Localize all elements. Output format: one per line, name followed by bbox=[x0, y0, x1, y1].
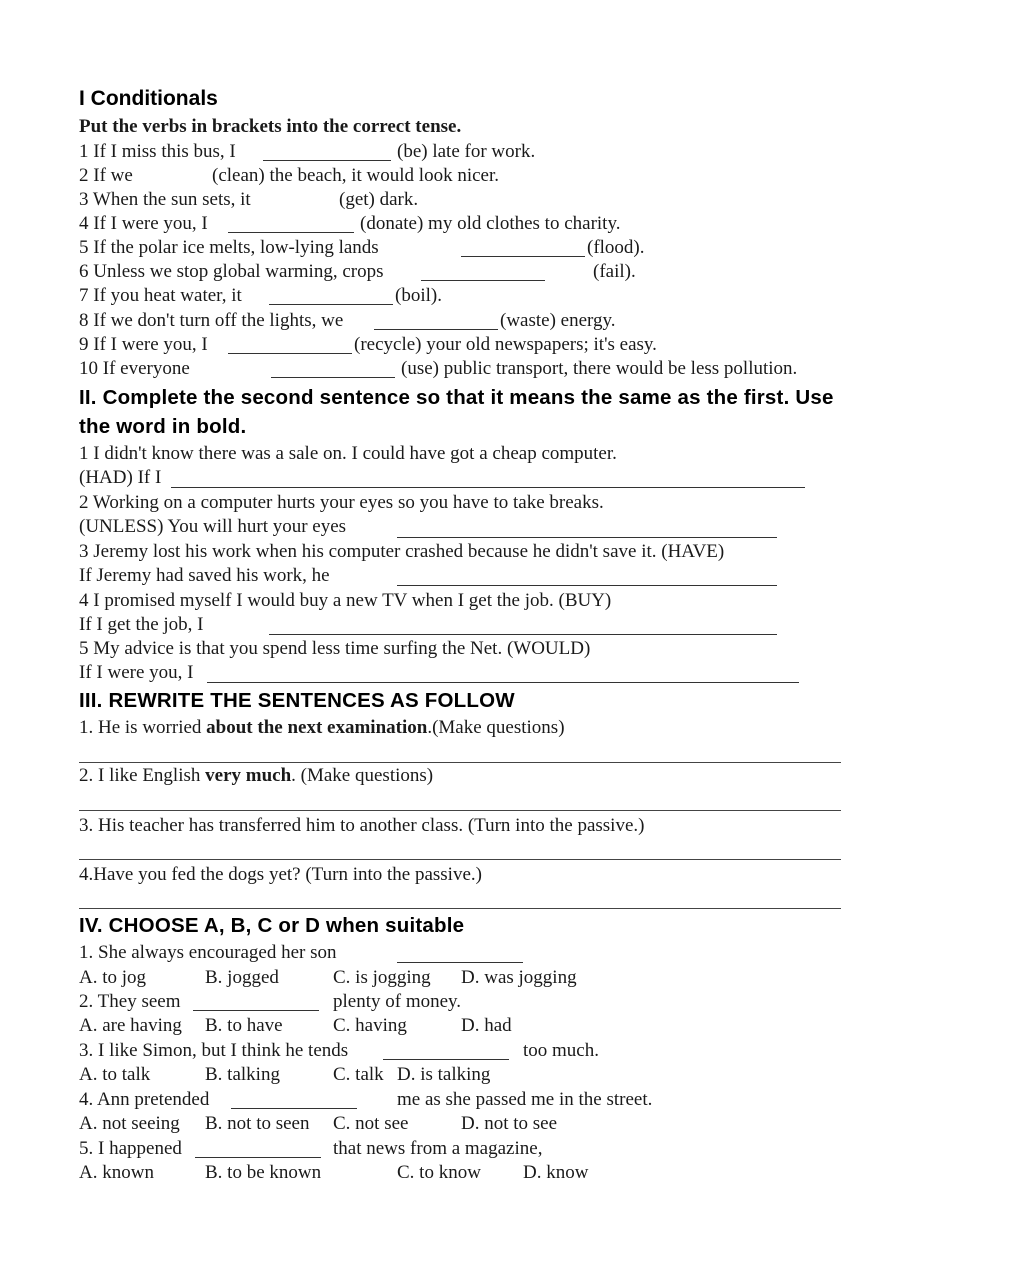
s4-q3-option-c[interactable]: C. talk bbox=[333, 1064, 384, 1085]
s3-item-2-pre: 2. I like English bbox=[79, 765, 206, 786]
s4-q5-text: 5. I happened bbox=[79, 1138, 182, 1159]
section-1-title: I Conditionals bbox=[79, 87, 218, 110]
s4-q3-option-a[interactable]: A. to talk bbox=[79, 1064, 151, 1085]
s4-q4-option-a[interactable]: A. not seeing bbox=[79, 1113, 180, 1134]
s3-item-3-answer-line[interactable] bbox=[79, 859, 841, 860]
s1-item-4-blank[interactable] bbox=[228, 232, 354, 233]
s4-q5-tail: that news from a magazine, bbox=[333, 1138, 543, 1159]
section-2-title-line-2: the word in bold. bbox=[79, 415, 247, 438]
s1-item-5-tail: (flood). bbox=[587, 237, 645, 258]
s3-item-4-answer-line[interactable] bbox=[79, 908, 841, 909]
s1-item-9-blank[interactable] bbox=[228, 353, 352, 354]
s4-q4-tail: me as she passed me in the street. bbox=[397, 1089, 653, 1110]
s2-item-2-question: 2 Working on a computer hurts your eyes so you have to take breaks. bbox=[79, 492, 604, 513]
s1-item-7-tail: (boil). bbox=[395, 285, 442, 306]
s1-item-9-text: 9 If I were you, I bbox=[79, 334, 208, 355]
s3-item-2-post: . (Make questions) bbox=[291, 765, 434, 786]
s3-item-1-pre: 1. He is worried bbox=[79, 717, 207, 738]
s4-q3-blank[interactable] bbox=[383, 1059, 509, 1060]
s2-item-4-answer-line[interactable] bbox=[269, 634, 777, 635]
s1-item-1-tail: (be) late for work. bbox=[397, 141, 536, 162]
section-3-title: III. REWRITE THE SENTENCES AS FOLLOW bbox=[79, 689, 515, 712]
s3-item-2-bold: very much bbox=[205, 765, 292, 786]
s1-item-2-tail: (clean) the beach, it would look nicer. bbox=[212, 165, 500, 186]
s3-item-2-answer-line[interactable] bbox=[79, 810, 841, 811]
s2-item-5-prompt: If I were you, I bbox=[79, 662, 194, 683]
s2-item-4-question: 4 I promised myself I would buy a new TV when I get the job. (BUY) bbox=[79, 590, 612, 611]
s3-item-1-answer-line[interactable] bbox=[79, 762, 841, 763]
s2-item-2-prompt: (UNLESS) You will hurt your eyes bbox=[79, 516, 347, 537]
s4-q2-option-a[interactable]: A. are having bbox=[79, 1015, 182, 1036]
s4-q5-option-b[interactable]: B. to be known bbox=[205, 1162, 322, 1183]
s1-item-4-tail: (donate) my old clothes to charity. bbox=[360, 213, 621, 234]
s1-item-5-blank[interactable] bbox=[461, 256, 585, 257]
s1-item-8-tail: (waste) energy. bbox=[500, 310, 616, 331]
s4-q4-text: 4. Ann pretended bbox=[79, 1089, 210, 1110]
s4-q2-option-d[interactable]: D. had bbox=[461, 1015, 512, 1036]
s1-item-2-text: 2 If we bbox=[79, 165, 133, 186]
s1-item-5-text: 5 If the polar ice melts, low-lying lands bbox=[79, 237, 379, 258]
s2-item-1-question: 1 I didn't know there was a sale on. I could have got a cheap computer. bbox=[79, 443, 617, 464]
s2-item-2-answer-line[interactable] bbox=[397, 537, 777, 538]
s2-item-5-question: 5 My advice is that you spend less time surfing the Net. (WOULD) bbox=[79, 638, 591, 659]
s1-item-9-tail: (recycle) your old newspapers; it's easy. bbox=[354, 334, 657, 355]
s2-item-1-answer-line[interactable] bbox=[171, 487, 805, 488]
s4-q2-option-c[interactable]: C. having bbox=[333, 1015, 407, 1036]
s4-q5-option-d[interactable]: D. know bbox=[523, 1162, 589, 1183]
s4-q4-option-b[interactable]: B. not to seen bbox=[205, 1113, 310, 1134]
s1-item-6-tail: (fail). bbox=[593, 261, 636, 282]
s1-item-8-text: 8 If we don't turn off the lights, we bbox=[79, 310, 344, 331]
s1-item-1-blank[interactable] bbox=[263, 160, 391, 161]
s2-item-3-question: 3 Jeremy lost his work when his computer crashed because he didn't save it. (HAVE) bbox=[79, 541, 725, 562]
s3-item-1-post: .(Make questions) bbox=[427, 717, 565, 738]
s3-item-2-text bbox=[79, 765, 433, 787]
s4-q3-text: 3. I like Simon, but I think he tends bbox=[79, 1040, 349, 1061]
s1-item-10-blank[interactable] bbox=[271, 377, 395, 378]
s4-q1-option-d[interactable]: D. was jogging bbox=[461, 967, 577, 988]
s4-q2-option-b[interactable]: B. to have bbox=[205, 1015, 283, 1036]
s4-q2-text: 2. They seem bbox=[79, 991, 181, 1012]
s4-q2-tail: plenty of money. bbox=[333, 991, 462, 1012]
s4-q3-option-d[interactable]: D. is talking bbox=[397, 1064, 491, 1085]
s1-item-7-blank[interactable] bbox=[269, 304, 393, 305]
s4-q4-option-c[interactable]: C. not see bbox=[333, 1113, 409, 1134]
s4-q4-blank[interactable] bbox=[231, 1108, 357, 1109]
s4-q5-option-a[interactable]: A. known bbox=[79, 1162, 154, 1183]
s4-q1-option-c[interactable]: C. is jogging bbox=[333, 967, 431, 988]
s4-q3-option-b[interactable]: B. talking bbox=[205, 1064, 280, 1085]
s2-item-3-prompt: If Jeremy had saved his work, he bbox=[79, 565, 330, 586]
s4-q5-blank[interactable] bbox=[195, 1157, 321, 1158]
section-1-instruction: Put the verbs in brackets into the correct tense. bbox=[79, 116, 462, 137]
s1-item-7-text: 7 If you heat water, it bbox=[79, 285, 242, 306]
s4-q5-option-c[interactable]: C. to know bbox=[397, 1162, 481, 1183]
s4-q1-blank[interactable] bbox=[397, 962, 523, 963]
s4-q4-option-d[interactable]: D. not to see bbox=[461, 1113, 558, 1134]
s1-item-6-text: 6 Unless we stop global warming, crops bbox=[79, 261, 384, 282]
s2-item-4-prompt: If I get the job, I bbox=[79, 614, 204, 635]
section-4-title: IV. CHOOSE A, B, C or D when suitable bbox=[79, 914, 465, 937]
s2-item-1-prompt: (HAD) If I bbox=[79, 467, 162, 488]
s2-item-5-answer-line[interactable] bbox=[207, 682, 799, 683]
s4-q3-tail: too much. bbox=[523, 1040, 599, 1061]
s1-item-10-tail: (use) public transport, there would be less pollution. bbox=[401, 358, 798, 379]
s4-q2-blank[interactable] bbox=[193, 1010, 319, 1011]
s3-item-1-text bbox=[79, 717, 565, 739]
s1-item-3-text: 3 When the sun sets, it bbox=[79, 189, 251, 210]
s1-item-3-tail: (get) dark. bbox=[339, 189, 419, 210]
s4-q1-option-b[interactable]: B. jogged bbox=[205, 967, 279, 988]
s3-item-3-text: 3. His teacher has transferred him to another class. (Turn into the passive.) bbox=[79, 815, 645, 836]
s3-item-1-bold: about the next examination bbox=[206, 717, 428, 738]
s1-item-8-blank[interactable] bbox=[374, 329, 498, 330]
s4-q1-option-a[interactable]: A. to jog bbox=[79, 967, 147, 988]
s3-item-4-text: 4.Have you fed the dogs yet? (Turn into the passive.) bbox=[79, 864, 482, 885]
s1-item-6-blank[interactable] bbox=[421, 280, 545, 281]
s1-item-10-text: 10 If everyone bbox=[79, 358, 190, 379]
s1-item-4-text: 4 If I were you, I bbox=[79, 213, 208, 234]
s1-item-1-text: 1 If I miss this bus, I bbox=[79, 141, 236, 162]
s2-item-3-answer-line[interactable] bbox=[397, 585, 777, 586]
s4-q1-text: 1. She always encouraged her son bbox=[79, 942, 337, 963]
section-2-title-line-1: II. Complete the second sentence so that it means the same as the first. Use bbox=[79, 386, 834, 409]
